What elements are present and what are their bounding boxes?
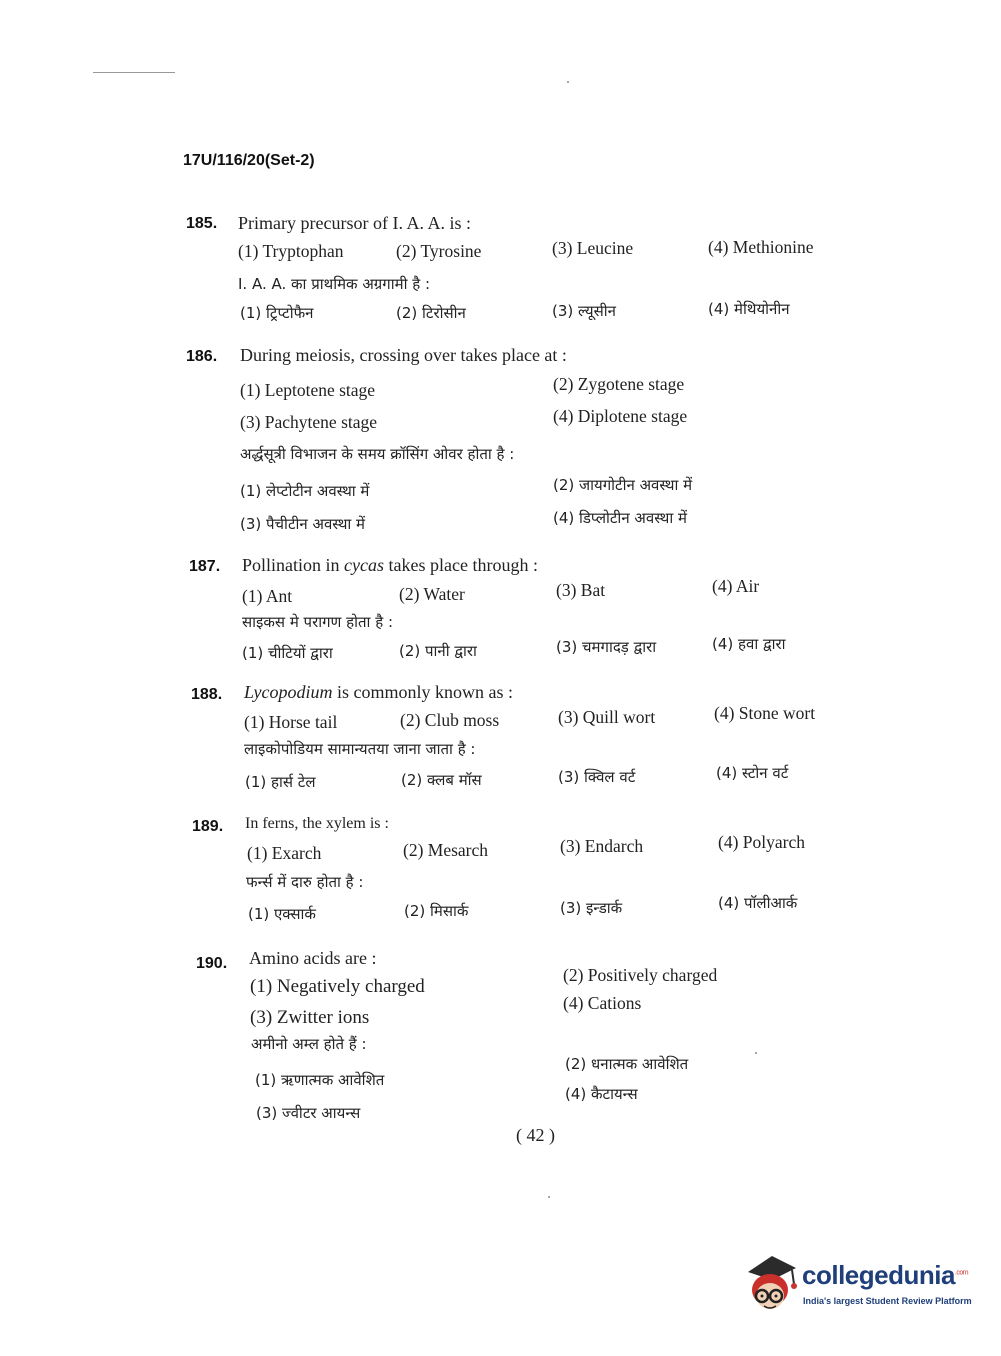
- option-hi-1: (1) ऋणात्मक आवेशित: [255, 1071, 385, 1089]
- option-en-1: (1) Negatively charged: [250, 976, 425, 997]
- question-text-en: [242, 555, 538, 576]
- option-hi-3: (3) चमगादड़ द्वारा: [556, 638, 657, 656]
- question-number: 187.: [189, 558, 221, 575]
- question-text-hi: I. A. A. का प्राथमिक अग्रगामी है :: [238, 275, 431, 293]
- question-text-en: During meiosis, crossing over takes place at :: [240, 345, 567, 365]
- option-hi-3: (3) क्विल वर्ट: [558, 768, 636, 786]
- option-hi-4: (4) स्टोन वर्ट: [716, 764, 789, 782]
- option-hi-2: (2) टिरोसीन: [396, 304, 466, 322]
- option-en-4: (4) Polyarch: [718, 832, 805, 852]
- question-text-en: [244, 682, 513, 703]
- option-en-1: (1) Ant: [242, 586, 293, 606]
- question-text-en-post: is commonly known as :: [332, 682, 513, 702]
- option-en-1: (1) Tryptophan: [238, 241, 344, 261]
- option-en-3: (3) Zwitter ions: [250, 1007, 370, 1028]
- question-text-hi: साइकस मे परागण होता है :: [242, 613, 393, 631]
- option-hi-1: (1) लेप्टोटीन अवस्था में: [240, 482, 370, 500]
- option-en-1: (1) Leptotene stage: [240, 380, 376, 400]
- question-number: 188.: [191, 686, 223, 703]
- question-text-en-pre: Pollination in: [242, 555, 345, 575]
- question-text-en: In ferns, the xylem is :: [245, 815, 389, 832]
- scan-dot: [567, 81, 569, 83]
- logo-suffix: .com: [954, 1269, 969, 1277]
- option-hi-3: (3) ल्यूसीन: [552, 302, 616, 320]
- option-hi-3: (3) ज्वीटर आयन्स: [256, 1104, 361, 1122]
- paper-code: 17U/116/20(Set-2): [183, 152, 315, 169]
- question-text-en: Amino acids are :: [249, 948, 377, 968]
- option-en-3: (3) Quill wort: [558, 707, 656, 727]
- option-hi-2: (2) मिसार्क: [404, 902, 469, 920]
- option-hi-1: (1) हार्स टेल: [245, 773, 316, 791]
- option-hi-4: (4) मेथियोनीन: [708, 300, 790, 318]
- option-hi-1: (1) चीटियों द्वारा: [242, 644, 333, 662]
- option-hi-4: (4) पॉलीआर्क: [718, 894, 798, 912]
- option-en-3: (3) Pachytene stage: [240, 412, 378, 432]
- question-number: 190.: [196, 955, 228, 972]
- option-en-2: (2) Mesarch: [403, 840, 489, 860]
- option-hi-2: (2) क्लब मॉस: [401, 771, 482, 789]
- option-hi-3: (3) इन्डार्क: [560, 899, 623, 917]
- option-en-2: (2) Club moss: [400, 710, 500, 730]
- option-hi-2: (2) पानी द्वारा: [399, 642, 477, 660]
- logo-tagline: India's largest Student Review Platform: [803, 1296, 972, 1306]
- option-hi-2: (2) धनात्मक आवेशित: [565, 1055, 689, 1073]
- question-text-hi: लाइकोपोडियम सामान्यतया जाना जाता है :: [244, 740, 476, 758]
- option-en-4: (4) Diplotene stage: [553, 406, 688, 426]
- option-en-3: (3) Endarch: [560, 836, 644, 856]
- option-en-3: (3) Bat: [556, 580, 606, 600]
- option-en-3: (3) Leucine: [552, 238, 634, 258]
- page-number: ( 42 ): [516, 1125, 555, 1145]
- scan-dot: [755, 1052, 757, 1054]
- logo-name: collegedunia: [802, 1260, 955, 1290]
- option-en-4: (4) Stone wort: [714, 703, 816, 723]
- option-en-1: (1) Horse tail: [244, 712, 338, 732]
- option-hi-4: (4) हवा द्वारा: [712, 635, 786, 653]
- option-hi-4: (4) कैटायन्स: [565, 1085, 638, 1103]
- mascot-icon: [742, 1250, 802, 1316]
- question-number: 186.: [186, 348, 218, 365]
- option-en-2: (2) Zygotene stage: [553, 374, 685, 394]
- option-en-2: (2) Positively charged: [563, 965, 718, 985]
- scan-dot: [548, 1196, 550, 1198]
- option-en-4: (4) Air: [712, 576, 760, 596]
- question-text-en-post: takes place through :: [384, 555, 538, 575]
- question-text-hi: फर्न्स में दारु होता है :: [246, 873, 364, 891]
- option-hi-1: (1) ट्रिप्टोफैन: [240, 304, 314, 322]
- option-en-2: (2) Tyrosine: [396, 241, 482, 261]
- question-text-en-italic: cycas: [344, 555, 384, 575]
- logo-wordmark: [802, 1260, 968, 1291]
- question-text-hi: अमीनो अम्ल होते हैं :: [251, 1035, 367, 1053]
- question-number: 189.: [192, 818, 224, 835]
- option-en-1: (1) Exarch: [247, 843, 322, 863]
- question-text-hi: अर्द्धसूत्री विभाजन के समय क्रॉसिंग ओवर होता है :: [240, 445, 515, 463]
- header-rule: [93, 72, 175, 73]
- option-hi-1: (1) एक्सार्क: [248, 905, 316, 923]
- question-number: 185.: [186, 215, 218, 232]
- question-text-en: Primary precursor of I. A. A. is :: [238, 213, 471, 233]
- collegedunia-logo: [742, 1250, 972, 1316]
- option-en-2: (2) Water: [399, 584, 465, 604]
- option-hi-2: (2) जायगोटीन अवस्था में: [553, 476, 693, 494]
- question-text-en-italic: Lycopodium: [244, 682, 333, 702]
- option-hi-4: (4) डिप्लोटीन अवस्था में: [553, 509, 687, 527]
- option-en-4: (4) Cations: [563, 993, 642, 1013]
- option-hi-3: (3) पैचीटीन अवस्था में: [240, 515, 366, 533]
- option-en-4: (4) Methionine: [708, 237, 814, 257]
